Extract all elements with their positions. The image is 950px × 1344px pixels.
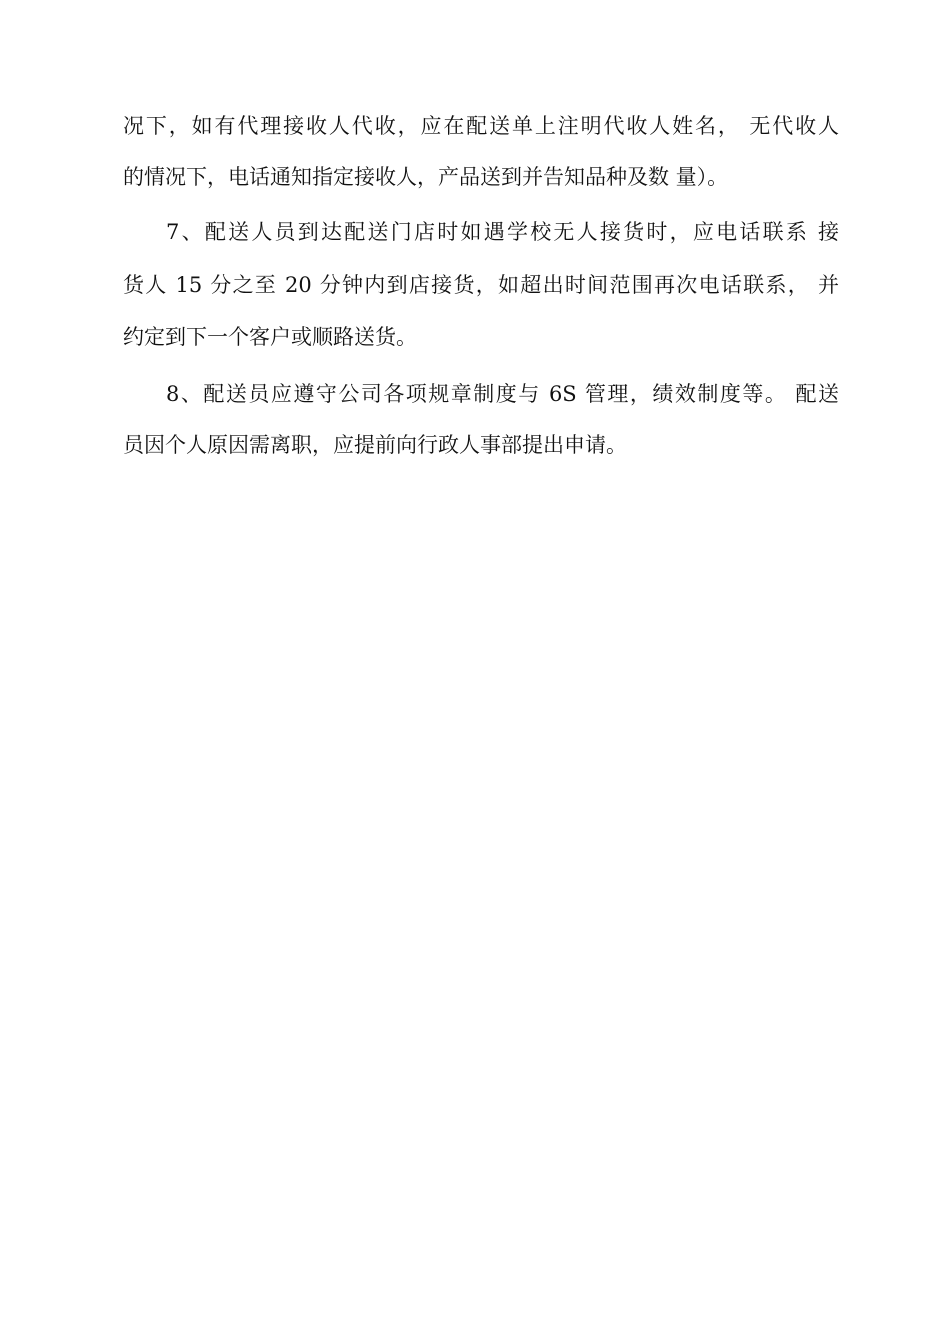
paragraph-7-line-1: 7、配送人员到达配送门店时如遇学校无人接货时，应电话联系 接 bbox=[166, 220, 839, 244]
paragraph-8-line-2: 员因个人原因需离职，应提前向行政人事部提出申请。 bbox=[123, 433, 627, 457]
paragraph-6-line-2: 的情况下，电话通知指定接收人，产品送到并告知品种及数 量）。 bbox=[123, 165, 729, 189]
paragraph-6-line-1: 况下，如有代理接收人代收，应在配送单上注明代收人姓名， 无代收人 bbox=[123, 114, 839, 138]
paragraph-7-line-3: 约定到下一个客户或顺路送货。 bbox=[123, 325, 417, 349]
paragraph-8-line-1: 8、配送员应遵守公司各项规章制度与 6S 管理，绩效制度等。 配送 bbox=[166, 382, 839, 406]
paragraph-7-line-2: 货人 15 分之至 20 分钟内到店接货，如超出时间范围再次电话联系， 并 bbox=[123, 273, 839, 297]
